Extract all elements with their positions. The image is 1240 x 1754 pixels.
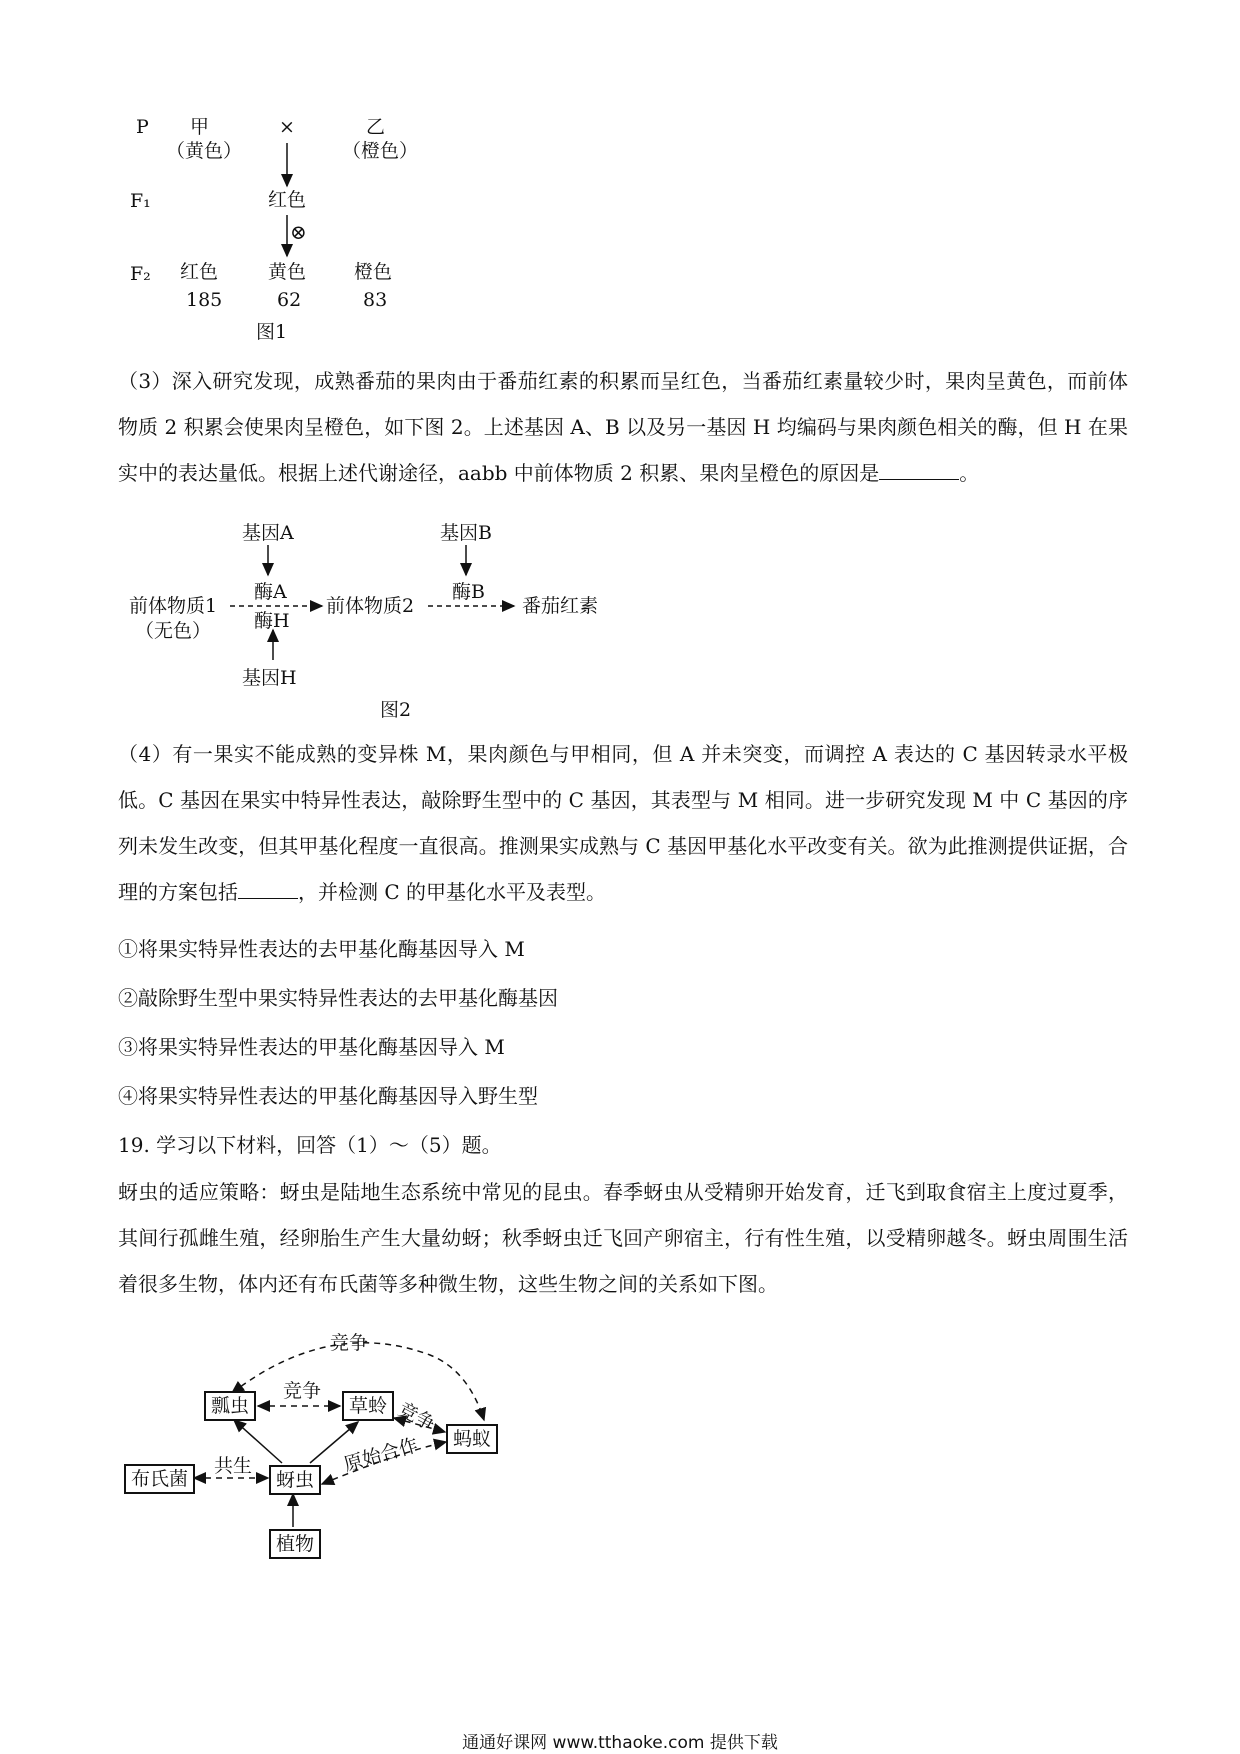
node-buchnera: 布氏菌 <box>124 1464 195 1494</box>
question-19-heading: 19. 学习以下材料，回答（1）～（5）题。 <box>118 1133 502 1157</box>
parent1-color: （黄色） <box>166 140 243 162</box>
question-4-text: （4）有一果实不能成熟的变异株 M，果肉颜色与甲相同，但 A 并未突变，而调控 A 表达的 C 基因转录水平极低。C 基因在果实中特异性表达，敲除野生型中的 C 基因，其表型与 M 相同。进一步研究发现 M 中 C 基因的序列未发生改变，但其甲基化程度一直很高。推测果实成熟与 C 基因甲基化水平改变有关。欲为此推测提供证据，合理的方案包括 <box>118 742 1128 904</box>
label-symbiosis: 共生 <box>214 1455 253 1477</box>
enzyme-a-label: 酶A <box>254 581 287 603</box>
option-2: ②敲除野生型中果实特异性表达的去甲基化酶基因 <box>118 986 558 1010</box>
f2-count-red: 185 <box>186 289 223 311</box>
question-3-text: （3）深入研究发现，成熟番茄的果肉由于番茄红素的积累而呈红色，当番茄红素量较少时，果肉呈黄色，而前体物质 2 积累会使果肉呈橙色，如下图 2。上述基因 A、B 以及另一基因 H 均编码与果肉颜色相关的酶，但 H 在果实中的表达量低。根据上述代谢途径，aabb 中前体物质 2 积累、果肉呈橙色的原因是 <box>118 369 1128 485</box>
label-cooperation: 原始合作 <box>341 1434 421 1477</box>
option-4: ④将果实特异性表达的甲基化酶基因导入野生型 <box>118 1084 538 1108</box>
node-ladybug: 瓢虫 <box>204 1391 256 1421</box>
question-3-end: 。 <box>959 461 980 485</box>
parent1-name: 甲 <box>190 116 210 138</box>
parent2-name: 乙 <box>366 116 386 138</box>
figure2-caption: 图2 <box>380 699 412 721</box>
node-ant: 蚂蚁 <box>446 1424 498 1454</box>
gene-h-label: 基因H <box>242 667 297 689</box>
f1-phenotype: 红色 <box>268 189 307 211</box>
p-generation-label: P <box>136 116 149 138</box>
f1-generation-label: F₁ <box>130 190 151 212</box>
label-competition-top: 竞争 <box>330 1332 369 1354</box>
selfing-symbol: ⊗ <box>290 220 307 244</box>
f2-count-orange: 83 <box>363 289 388 311</box>
enzyme-h-label: 酶H <box>254 610 290 632</box>
gene-b-label: 基因B <box>440 522 492 544</box>
gene-a-label: 基因A <box>242 522 294 544</box>
f2-count-yellow: 62 <box>277 289 302 311</box>
cross-symbol: × <box>279 116 295 138</box>
parent2-color: （橙色） <box>342 140 419 162</box>
f2-generation-label: F₂ <box>130 263 151 285</box>
question-19-paragraph: 蚜虫的适应策略：蚜虫是陆地生态系统中常见的昆虫。春季蚜虫从受精卵开始发育，迁飞到取食宿主上度过夏季，其间行孤雌生殖，经卵胎生产生大量幼蚜；秋季蚜虫迁飞回产卵宿主，行有性生殖，以受精卵越冬。蚜虫周围生活着很多生物，体内还有布氏菌等多种微生物，这些生物之间的关系如下图。 <box>118 1180 1128 1296</box>
label-competition-diag: 竞争 <box>394 1398 439 1436</box>
product-lycopene-label: 番茄红素 <box>522 595 599 617</box>
option-3: ③将果实特异性表达的甲基化酶基因导入 M <box>118 1035 505 1059</box>
figure1-caption: 图1 <box>256 321 288 343</box>
option-1: ①将果实特异性表达的去甲基化酶基因导入 M <box>118 937 525 961</box>
f2-phenotype-orange: 橙色 <box>354 261 393 283</box>
f2-phenotype-red: 红色 <box>180 261 219 283</box>
label-competition-mid: 竞争 <box>283 1380 322 1402</box>
f2-phenotype-yellow: 黄色 <box>268 261 307 283</box>
node-lacewing: 草蛉 <box>342 1391 394 1421</box>
node-aphid: 蚜虫 <box>269 1465 321 1495</box>
page-footer: 通通好课网 www.tthaoke.com 提供下载 <box>462 1733 778 1753</box>
precursor1-label: 前体物质1 <box>129 595 218 617</box>
node-plant: 植物 <box>269 1529 321 1559</box>
precursor1-note: （无色） <box>135 620 212 642</box>
enzyme-b-label: 酶B <box>452 581 485 603</box>
precursor2-label: 前体物质2 <box>326 595 415 617</box>
question-4-end: ，并检测 C 的甲基化水平及表型。 <box>298 880 607 904</box>
